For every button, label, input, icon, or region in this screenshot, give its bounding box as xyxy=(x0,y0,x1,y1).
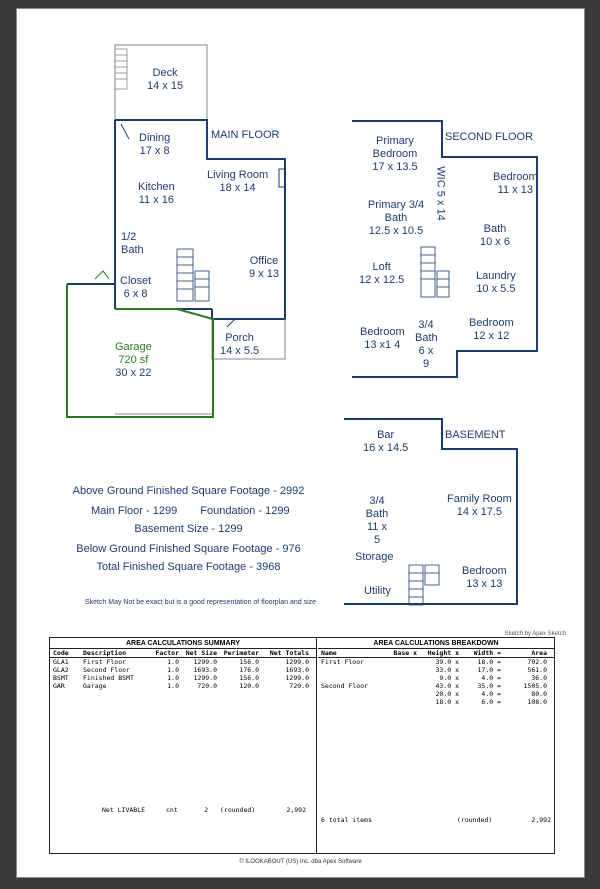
room-size: 6 x 9 xyxy=(418,345,434,370)
area-summary-title: AREA CALCULATIONS SUMMARY xyxy=(50,638,316,649)
net-livable-total: 2,992 xyxy=(286,806,306,814)
second-floor-title: SECOND FLOOR xyxy=(445,131,534,143)
area-breakdown-rows xyxy=(318,658,554,706)
room-name: Closet xyxy=(120,275,152,287)
area-breakdown-cell: 9.0 x xyxy=(439,674,459,682)
area-breakdown-row xyxy=(318,666,554,674)
room-closet xyxy=(120,275,151,301)
area-breakdown-cell: 4.0 = xyxy=(481,674,501,682)
area-breakdown-cell xyxy=(387,666,417,674)
area-summary-row xyxy=(50,658,316,666)
area-summary-cell: 1299.0 xyxy=(285,674,309,682)
col-description: Description xyxy=(83,649,127,657)
area-breakdown-cell xyxy=(387,698,417,706)
room-name: Bath xyxy=(483,223,507,235)
area-breakdown-row xyxy=(318,682,554,690)
room-name: Office xyxy=(249,255,279,267)
col-height: Height x xyxy=(427,649,459,657)
col-base: Base x xyxy=(393,649,417,657)
area-summary-cell: GAR xyxy=(53,682,65,690)
area-summary-cell: 1.0 xyxy=(167,658,179,666)
room-laundry xyxy=(476,270,516,296)
room-size: 9 x 13 xyxy=(249,268,279,280)
room-name: Bedroom xyxy=(462,565,507,577)
summary-total-finished: Total Finished Square Footage - 3968 xyxy=(96,561,281,573)
second-floor-stairs-icon xyxy=(421,247,449,297)
area-summary-cell: BSMT xyxy=(53,674,69,682)
net-livable-row xyxy=(50,806,316,814)
summary-foundation: Foundation - 1299 xyxy=(200,505,290,517)
area-breakdown-cell xyxy=(318,690,387,698)
room-primary-bedroom xyxy=(369,135,421,174)
summary-above-ground: Above Ground Finished Square Footage - 2992 xyxy=(72,485,305,497)
room-name: Deck xyxy=(152,67,178,79)
area-breakdown-cell: 702.0 xyxy=(527,658,547,666)
room-utility: Utility xyxy=(364,585,391,597)
breakdown-footer-row xyxy=(318,816,554,824)
col-perimeter: Perimeter xyxy=(223,649,259,657)
room-bedroom-2 xyxy=(493,171,538,197)
col-factor: Factor xyxy=(155,649,179,657)
room-size: 11 x 13 xyxy=(497,184,533,196)
area-breakdown-cell: 33.0 x xyxy=(435,666,459,674)
floorplan-sheet xyxy=(16,8,585,878)
area-breakdown-cell: 80.0 xyxy=(531,690,547,698)
main-stairs-icon xyxy=(177,249,209,301)
room-size: 10 x 6 xyxy=(480,236,510,248)
area-breakdown-title: AREA CALCULATIONS BREAKDOWN xyxy=(318,638,554,649)
main-floor-title: MAIN FLOOR xyxy=(211,129,280,141)
area-summary-cell: 1.0 xyxy=(167,674,179,682)
room-name: Primary Bedroom xyxy=(372,135,418,160)
room-size: 10 x 5.5 xyxy=(476,283,516,295)
area-summary-cell: 720.0 xyxy=(197,682,217,690)
area-breakdown-cell xyxy=(387,658,417,666)
area-breakdown-cell: 1505.0 xyxy=(523,682,547,690)
room-size: 14 x 17.5 xyxy=(456,506,503,518)
area-breakdown-cell: 4.0 = xyxy=(481,690,501,698)
area-breakdown-header-row xyxy=(318,649,554,658)
area-summary-cell: 1299.0 xyxy=(193,658,217,666)
room-name: Loft xyxy=(372,261,391,273)
breakdown-rounded: (rounded) xyxy=(457,816,493,824)
area-summary-cell: GLA1 xyxy=(53,658,69,666)
area-summary-cell: 156.0 xyxy=(239,658,259,666)
area-breakdown-cell xyxy=(318,666,387,674)
room-bath xyxy=(480,223,510,249)
col-area: Area xyxy=(531,649,547,657)
area-calculations-table xyxy=(49,637,555,854)
net-livable-rounded: (rounded) xyxy=(220,806,256,814)
room-deck xyxy=(147,67,183,93)
area-summary-cell: Finished BSMT xyxy=(83,674,134,682)
summary-below-ground: Below Ground Finished Square Footage - 976 xyxy=(76,543,301,555)
area-breakdown-row xyxy=(318,674,554,682)
room-office xyxy=(249,255,279,281)
deck-stairs-icon xyxy=(115,49,127,89)
room-size: 11 x 5 xyxy=(367,521,387,546)
col-net-totals: Net Totals xyxy=(269,649,309,657)
summary-main-floor: Main Floor - 1299 xyxy=(91,505,178,517)
area-breakdown-cell: 43.0 x xyxy=(435,682,459,690)
area-summary-panel xyxy=(50,638,317,853)
col-code: Code xyxy=(53,649,69,657)
garage-name: Garage xyxy=(115,341,152,353)
room-size: 12 x 12 xyxy=(473,330,510,342)
room-size: 16 x 14.5 xyxy=(363,442,409,454)
breakdown-total: 2,992 xyxy=(531,816,551,824)
room-name: Laundry xyxy=(476,270,516,282)
area-breakdown-cell xyxy=(387,674,417,682)
area-breakdown-cell xyxy=(387,690,417,698)
net-livable-count: 2 xyxy=(204,806,208,814)
area-summary-row xyxy=(50,674,316,682)
room-name: Bedroom xyxy=(360,326,405,338)
room-garage xyxy=(115,341,152,380)
total-items: 6 total items xyxy=(321,816,372,824)
room-loft xyxy=(359,261,404,287)
area-breakdown-cell: Second Floor xyxy=(321,682,368,690)
room-half-bath: 1/2 Bath xyxy=(121,231,144,256)
area-breakdown-row xyxy=(318,658,554,666)
area-summary-cell: 1299.0 xyxy=(285,658,309,666)
room-name: Porch xyxy=(225,332,254,344)
area-summary-cell: Garage xyxy=(83,682,107,690)
area-summary-cell: 1.0 xyxy=(167,666,179,674)
room-name: Bedroom xyxy=(469,317,514,329)
area-summary-cell: First Floor xyxy=(83,658,127,666)
area-summary-rows xyxy=(50,658,316,690)
area-breakdown-cell: 17.0 = xyxy=(477,666,501,674)
room-size: 12.5 x 10.5 xyxy=(368,225,424,237)
room-size: 12 x 12.5 xyxy=(359,274,405,286)
room-name: Bar xyxy=(377,429,395,441)
room-bar xyxy=(363,429,408,455)
area-breakdown-cell: 108.0 xyxy=(527,698,547,706)
summary-basement-size: Basement Size - 1299 xyxy=(134,523,243,535)
area-breakdown-cell: 18.0 = xyxy=(477,658,501,666)
room-primary-bath xyxy=(365,199,427,238)
room-size: 6 x 8 xyxy=(123,288,148,300)
sketch-note: Sketch May Not be exact but is a good representation of floorplan and size xyxy=(84,599,317,606)
area-summary-cell: 176.0 xyxy=(239,666,259,674)
summary-floor-foundation xyxy=(91,505,311,517)
room-name: Primary 3/4 Bath xyxy=(367,199,425,224)
area-breakdown-cell: 39.0 x xyxy=(435,658,459,666)
room-size: 13 x1 4 xyxy=(364,339,401,351)
room-three-quarter-bath xyxy=(415,319,437,371)
room-name: Bedroom xyxy=(493,171,538,183)
room-porch xyxy=(220,332,259,358)
room-storage: Storage xyxy=(355,551,394,563)
room-name: 3/4 Bath xyxy=(415,319,438,344)
copyright: © ILOOKABOUT (US) Inc. dba Apex Software xyxy=(239,859,362,865)
garage-area: 720 sf xyxy=(118,354,149,366)
room-size: 17 x 8 xyxy=(139,145,170,157)
garage-size: 30 x 22 xyxy=(115,367,152,379)
room-size: 13 x 13 xyxy=(466,578,503,590)
area-breakdown-cell: 561.0 xyxy=(527,666,547,674)
area-breakdown-cell: 18.0 x xyxy=(435,698,459,706)
room-kitchen xyxy=(138,181,175,207)
room-name: Dining xyxy=(139,132,171,144)
area-breakdown-cell xyxy=(318,674,387,682)
area-breakdown-cell: 6.0 = xyxy=(481,698,501,706)
area-summary-header-row xyxy=(50,649,316,658)
room-size: 11 x 16 xyxy=(138,194,174,206)
net-livable-label: Net LIVABLE xyxy=(102,806,146,814)
room-size: 14 x 15 xyxy=(147,80,184,92)
room-name: Living Room xyxy=(207,169,269,181)
area-summary-cell: Second Floor xyxy=(83,666,130,674)
area-breakdown-cell xyxy=(318,698,387,706)
area-breakdown-cell: 20.0 x xyxy=(435,690,459,698)
room-dining xyxy=(139,132,170,158)
area-summary-cell: 1.0 xyxy=(167,682,179,690)
room-bedroom-4 xyxy=(469,317,514,343)
col-net-size: Net Size xyxy=(185,649,217,657)
area-summary-row xyxy=(50,666,316,674)
area-summary-cell: 1693.0 xyxy=(193,666,217,674)
area-breakdown-cell: 35.0 = xyxy=(477,682,501,690)
basement-title: BASEMENT xyxy=(445,429,506,441)
area-summary-cell: 156.0 xyxy=(239,674,259,682)
area-summary-cell: GLA2 xyxy=(53,666,69,674)
col-name: Name xyxy=(321,649,337,657)
room-wic: WIC 5 x 14 xyxy=(434,166,447,221)
area-breakdown-row xyxy=(318,698,554,706)
room-name: Family Room xyxy=(447,493,512,505)
area-summary-row xyxy=(50,682,316,690)
area-summary-cell: 720.0 xyxy=(289,682,309,690)
room-basement-bath xyxy=(363,495,391,547)
room-size: 14 x 5.5 xyxy=(220,345,260,357)
area-summary-cell: 1693.0 xyxy=(285,666,309,674)
net-livable-unit: cnt xyxy=(166,806,178,814)
room-name: 3/4 Bath xyxy=(365,495,389,520)
room-name: Kitchen xyxy=(138,181,175,193)
sketch-credit: Sketch by Apex Sketch xyxy=(504,631,566,637)
area-summary-cell: 120.0 xyxy=(239,682,259,690)
main-floor-wall-west xyxy=(67,120,115,284)
room-living-room xyxy=(207,169,268,195)
area-breakdown-panel xyxy=(318,638,554,853)
area-breakdown-cell: 36.0 xyxy=(531,674,547,682)
area-breakdown-cell: First Floor xyxy=(321,658,365,666)
area-breakdown-cell xyxy=(387,682,417,690)
col-width: Width = xyxy=(473,649,501,657)
room-bedroom-3 xyxy=(360,326,405,352)
room-size: 17 x 13.5 xyxy=(372,161,418,173)
area-breakdown-row xyxy=(318,690,554,698)
area-summary-cell: 1299.0 xyxy=(193,674,217,682)
room-size: 18 x 14 xyxy=(219,182,256,194)
